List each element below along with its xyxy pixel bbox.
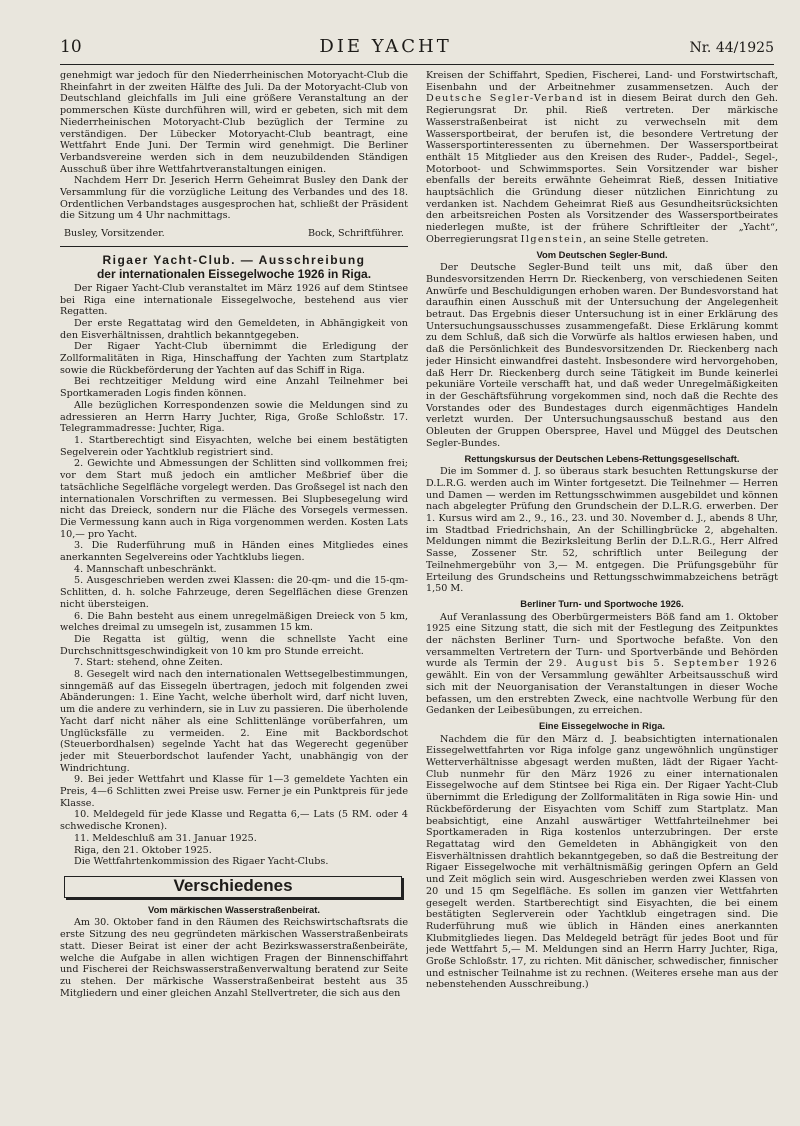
rule-item: 2. Gewichte und Abmessungen der Schlitten sind vollkommen frei; vor dem Start muß jedoch ein amtlicher Meßbrief über die tatsächliche Segelfläche vorgelegt werden. Das Großsegel ist nach den internationalen Vorschriften zu vermessen. Bei Slupbesegelung wird nicht das Dreieck, sondern nur die Fläche des Vorsegels vermessen. Die Vermessung kann auch in Riga vorgenommen werden. Kosten Lats 10,— pro Yacht. [60,458,408,540]
issue-number: Nr. 44/1925 [689,40,774,56]
rule-item: 3. Die Ruderführung muß in Händen eines Mitgliedes eines anerkannten Segelvereins oder Yachtklubs liegen. [60,540,408,564]
text-run: , an seine Stelle getreten. [583,233,709,245]
paragraph: Am 30. Oktober fand in den Räumen des Reichswirtschaftsrats die erste Sitzung des neu gegründeten märkischen Wasserstraßenbeirats statt. Dieser Beirat ist einer der acht Bezirkswasserstraßenbeiräte, welche die Aufgabe in allen wichtigen Fragen der Binnenschiffahrt und Fischerei der Reichswasserstraßenverwaltung beratend zur Seite zu stehen. Der märkische Wasserstraßenbeirat besteht aus 35 Mitgliedern und einer gleichen Anzahl Stellvertreter, die sich aus den [60,917,408,999]
paragraph: Nachdem Herr Dr. Jeserich Herrn Geheimrat Busley den Dank der Versammlung für die vorzügliche Leitung des Verbandes und des 18. Ordentlichen Verbandstages ausgesprochen hat, schließt der Präsident die Sitzung um 4 Uhr nachmittags. [60,175,408,222]
section-divider [60,246,408,247]
signature-line [64,228,404,240]
rule-item: 7. Start: stehend, ohne Zeiten. [74,657,223,669]
rule-item: 5. Ausgeschrieben werden zwei Klassen: die 20-qm- und die 15-qm-Schlitten, d. h. solche Fahrzeuge, deren Segelflächen diese Grenzen nicht übersteigen. [60,575,408,610]
rule-item: 10. Meldegeld für jede Klasse und Regatta 6,— Lats (5 RM. oder 4 schwedische Kronen). [60,809,408,833]
paragraph: Alle bezüglichen Korrespondenzen sowie die Meldungen sind zu adressieren an Herrn Harry Juchter, Riga, Große Schloßstr. 17. Telegrammadresse: Juchter, Riga. [60,399,408,435]
date-line: Riga, den 21. Oktober 1925. [74,844,212,856]
subheading: Rettungskursus der Deutschen Lebens-Rettungsgesellschaft. [464,452,740,464]
rule-item: Die Regatta ist gültig, wenn die schnellste Yacht eine Durchschnittsgeschwindigkeit von 10 km pro Stunde erreicht. [60,633,408,657]
section-title-box [64,876,402,898]
header-rule [60,64,774,65]
article-title-line: der internationalen Eissegelwoche 1926 in Riga. [96,266,372,281]
rule-item: 9. Bei jeder Wettfahrt und Klasse für 1—3 gemeldete Yachten ein Preis, 4—6 Schlitten zwei Preise usw. Ferner je ein Punktpreis für jede Klasse. [60,774,408,809]
emphasized-name: Ilgenstein [520,233,584,245]
paragraph: Der Rigaer Yacht-Club übernimmt die Erledigung der Zollformalitäten in Riga, Hinschaffung der Yachten zum Startplatz sowie die Rückbeförderung der Yachten auf das Schiff in Riga. [60,341,408,376]
rule-item: 8. Gesegelt wird nach den internationalen Wettsegelbestimmungen, sinngemäß auf das Eissegeln übertragen, jedoch mit folgenden zwei Abänderungen: 1. Eine Yacht, welche überholt wird, darf nicht luven, um die andere zu verhindern, sie in Luv zu passieren. Die überholende Yacht darf nicht näher als eine Schlittenlänge vorüberfahren, um Unglücksfälle zu vermeiden. 2. Eine mit Backbordschot (Steuerbordhalsen) segelnde Yacht hat das Wegerecht gegenüber jeder mit Steuerbordschot laufender Yacht, unabhängig von der Windrichtung. [60,669,408,774]
rule-item: 6. Die Bahn besteht aus einem unregelmäßigen Dreieck von 5 km, welches dreimal zu umsegeln ist, zusammen 15 km. [60,610,408,634]
signature-chairman: Busley, Vorsitzender. [64,228,165,240]
masthead: DIE YACHT [319,36,452,57]
rule-item: 11. Meldeschluß am 31. Januar 1925. [74,832,257,844]
section-title: Verschiedenes [173,876,293,895]
page-header [60,36,774,62]
paragraph: Der Deutsche Segler-Bund teilt uns mit, daß über den Bundesvorsitzenden Herrn Dr. Rieckenberg, von verschiedenen Seiten Anwürfe und Beschuldigungen erhoben waren. Der Bundesvorstand hat daraufhin einen Ausschuß mit der Untersuchung der Angelegenheit betraut. Das Ergebnis dieser Untersuchung ist in einer Erklärung des Untersuchungsausschusses zusammengefaßt. Diese Erklärung kommt zu dem Schluß, daß sich die Vorwürfe als haltlos erwiesen haben, und daß die Persönlichkeit des Bundesvorsitzenden Dr. Rieckenberg nach jeder Hinsicht einwandfrei dasteht. Insbesondere wird hervorgehoben, daß Herr Dr. Rieckenberg durch seine Tätigkeit im Bunde keinerlei pekuniäre Vorteile verschafft hat, und daß weder Unregelmäßigkeiten in der Geschäftsführung vorgekommen sind, noch daß die Rechte des Vorstandes oder des Bundestages durch eigenmächtiges Handeln verletzt wurden. Der Untersuchungsausschuß bestand aus den Obleuten der Gruppen Oberspree, Havel und Müggel des Deutschen Segler-Bundes. [426,262,778,449]
paragraph [426,70,778,246]
article-title-line: Rigaer Yacht-Club. — Ausschreibung [102,252,366,267]
rule-item: 4. Mannschaft unbeschränkt. [74,563,217,575]
signature-secretary: Bock, Schriftführer. [307,228,404,240]
paragraph: Der Rigaer Yacht-Club veranstaltet im März 1926 auf dem Stintsee bei Riga eine internationale Eissegelwoche, bestehend aus vier Regatten. [60,282,408,318]
subheading: Vom Deutschen Segler-Bund. [536,248,668,260]
paragraph: Die im Sommer d. J. so überaus stark besuchten Rettungskurse der D.L.R.G. werden auch im Winter fortgesetzt. Die Teilnehmer — Herren und Damen — werden im Rettungsschwimmen ausgebildet und können nach abgelegter Prüfung den Grundschein der D.L.R.G. erwerben. Der 1. Kursus wird am 2., 9., 16., 23. und 30. November d. J., abends 8 Uhr, im Stadtbad Friedrichshain, An der Schillingbrücke 2, abgehalten. Meldungen nimmt die Bezirksleitung Berlin der D.L.R.G., Herr Alfred Sasse, Zossener Str. 52, schriftlich unter Beilegung der Teilnehmergebühr von 3,— M. entgegen. Die Prüfungsgebühr für Erteilung des Grundscheins und Rettungsschwimmabzeichens beträgt 1,50 M. [426,466,778,595]
paragraph: Bei rechtzeitiger Meldung wird eine Anzahl Teilnehmer bei Sportkameraden Logis finden können. [60,376,408,400]
subheading: Vom märkischen Wasserstraßenbeirat. [148,903,320,915]
rule-item: 1. Startberechtigt sind Eisyachten, welche bei einem bestätigten Segelverein oder Yachtklub registriert sind. [60,434,408,458]
article-title [60,253,408,281]
paragraph: genehmigt war jedoch für den Niederrheinischen Motoryacht-Club die Rheinfahrt in der zweiten Hälfte des Juli. Da der Motoryacht-Club von Deutschland gleichfalls im Juli eine größere Veranstaltung an der pommerschen Küste durchführen will, wird er gebeten, sich mit dem Niederrheinischen Motoryacht-Club bezüglich der Termine zu verständigen. Der Lübecker Motoryacht-Club beantragt, eine Wettfahrt Ende Juni. Der Termin wird genehmigt. Die Berliner Verbandsvereine werden sich in dem neuzubildenden Ständigen Ausschuß über ihre Wettfahrtveranstaltungen einigen. [60,70,408,175]
subheading: Berliner Turn- und Sportwoche 1926. [520,597,684,609]
text-run: Kreisen der Schiffahrt, Spedien, Fischerei, Land- und Forstwirtschaft, Eisenbahn und der Arbeitnehmer zusammensetzen. Auch der [426,70,778,93]
text-run: gewählt. Ein von der Versammlung gewählter Arbeitsausschuß wird sich mit der Neuorganisation der Veranstaltungen in dieser Woche befassen, um den erstrebten Zweck, eine nachtvolle Werbung für den Gedanken der Leibesübungen, zu erreichen. [426,670,778,717]
left-column [60,70,408,1120]
page-number: 10 [60,37,82,57]
issuer-line: Die Wettfahrtenkommission des Rigaer Yacht-Clubs. [74,856,329,868]
text-run: ist in diesem Beirat durch den Geh. Regierungsrat Dr. phil. Rieß vertreten. Der märkische Wasserstraßenbeirat ist nicht zu verwechseln mit dem Wassersportbeirat, der berufen ist, die besondere Vertretung der Wassersportinteressenten zu übernehmen. Der Wassersportbeirat enthält 15 Mitglieder aus den Kreisen des Ruder-, Paddel-, Segel-, Motorboot- und Schwimmsportes. Sein Vorsitzender war bisher ebenfalls der bereits erwähnte Geheimrat Rieß, dessen Initiative hauptsächlich die Gründung dieser nützlichen Einrichtung zu verdanken ist. Nachdem Geheimrat Rieß aus Gesundheitsrücksichten den arbeitsreichen Posten als Vorsitzender des Wassersportbeirates niederlegen mußte, ist der frühere Schriftleiter der „Yacht“, Oberregierungsrat [426,93,778,245]
paragraph [426,612,778,717]
right-column [426,70,778,1120]
emphasized-name: Deutsche Segler-Verband [426,93,585,105]
paragraph: Nachdem die für den März d. J. beabsichtigten internationalen Eissegelwettfahrten vor Riga infolge ganz ungewöhnlich ungünstiger Wetterverhältnisse abgesagt werden mußten, lädt der Rigaer Yacht-Club nunmehr für den März 1926 zu einer internationalen Eissegelwoche auf dem Stintsee bei Riga ein. Der Rigaer Yacht-Club übernimmt die Erledigung der Zollformalitäten in Riga sowie Hin- und Rückbeförderung der Eisyachten vom Schiff zum Startplatz. Man beabsichtigt, eine Anzahl auswärtiger Wettfahrteilnehmer bei Sportkameraden in Riga kostenlos unterzubringen. Der erste Regattatag wird den Gemeldeten in Abhängigkeit von den Eisverhältnissen drahtlich bekanntgegeben, so daß die Bestreitung der Rigaer Eissegelwoche mit verhältnismäßig geringen Opfern an Geld und Zeit möglich sein wird. Ausgeschrieben werden zwei Klassen von 20 und 15 qm Segelfläche. Es sollen im ganzen vier Wettfahrten gesegelt werden. Startberechtigt sind Eisyachten, die bei einem bestätigten Seglerverein oder Yachtklub eingetragen sind. Die Ruderführung muß wie üblich in Händen eines anerkannten Klubmitgliedes liegen. Das Meldegeld beträgt für jedes Boot und für jede Wettfahrt 5,— M. Meldungen sind an Herrn Harry Juchter, Riga, Große Schloßstr. 17, zu richten. Mit dänischer, schwedischer, finnischer und estnischer Teilnahme ist zu rechnen. (Weiteres ersehe man aus der nebenstehenden Ausschreibung.) [426,733,778,991]
text-run: Auf Veranlassung des Oberbürgermeisters Böß fand am 1. Oktober 1925 eine Sitzung statt, die sich mit der Festlegung des Zeitpunktes der nächsten Berliner Turn- und Sportwoche befaßte. Von den versammelten Vertretern der Turn- und Sportverbände und Behörden wurde als Termin der [426,611,778,670]
emphasized-date: 29. August bis 5. September 1926 [548,658,778,670]
subheading: Eine Eissegelwoche in Riga. [538,719,666,731]
paragraph: Der erste Regattatag wird den Gemeldeten, in Abhängigkeit von den Eisverhältnissen, drahtlich bekanntgegeben. [60,317,408,341]
